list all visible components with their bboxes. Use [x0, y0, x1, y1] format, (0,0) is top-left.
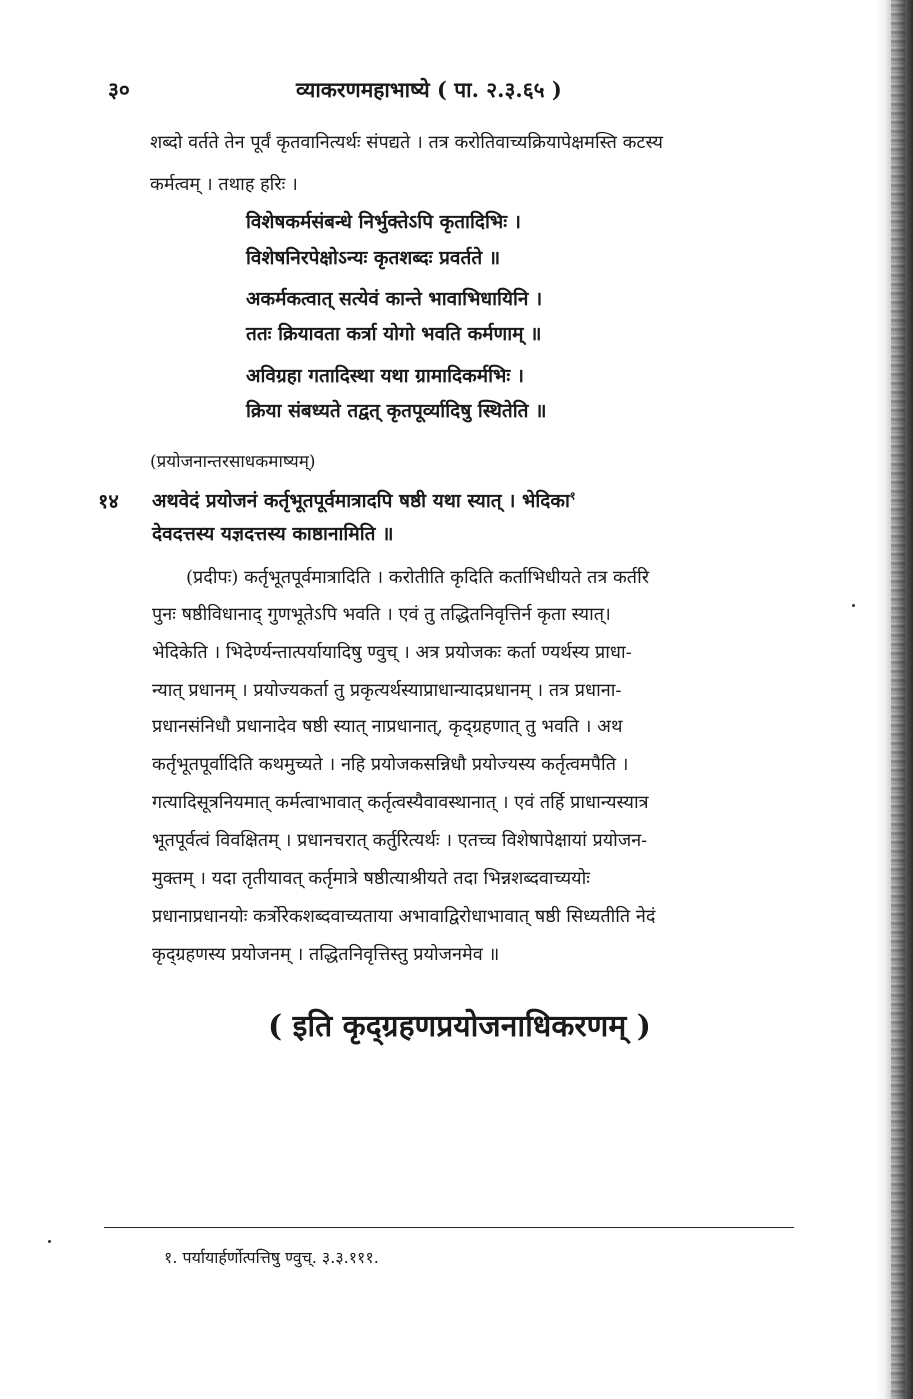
pradipa-line: प्रधानसंनिधौ प्रधानादेव षष्ठी स्यात् नाप्रधानात्, कृद्ग्रहणात् तु भवति । अथ [152, 716, 623, 737]
verse-line: अविग्रहा गतादिस्था यथा ग्रामादिकर्मभिः । [246, 365, 525, 387]
verse-line: अकर्मकत्वात् सत्येवं कान्ते भावाभिधायिनि । [246, 288, 543, 310]
pradipa-line: कृद्ग्रहणस्य प्रयोजनम् । तद्धितनिवृत्तिस्तु प्रयोजनमेव ॥ [152, 944, 500, 965]
scan-speck [48, 1240, 51, 1243]
binding-edge-texture [891, 0, 905, 1399]
intro-line: शब्दो वर्तते तेन पूर्वं कृतवानित्यर्थः संपद्यते । तत्र करोतिवाच्यक्रियापेक्षमस्ति कटस्य [150, 132, 663, 153]
pradipa-line: न्यात् प्रधानम् । प्रयोज्यकर्ता तु प्रकृत्यर्थस्याप्राधान्यादप्रधानम् । तत्र प्रधाना- [152, 680, 622, 701]
section-closing: ( इति कृद्ग्रहणप्रयोजनाधिकरणम् ) [268, 1009, 651, 1044]
bhashya-line: देवदत्तस्य यज्ञदत्तस्य काष्ठानामिति ॥ [152, 523, 394, 545]
bhashya-text: अथवेदं प्रयोजनं कर्तृभूतपूर्वमात्रादपि षष्ठी यथा स्यात् । भेदिका [152, 490, 570, 512]
pradipa-line: भेदिकेति । भिदेर्ण्यन्तात्पर्यायादिषु ण्वुच् । अत्र प्रयोजकः कर्ता ण्यर्थस्य प्राधा- [152, 642, 632, 663]
section-subheading: (प्रयोजनान्तरसाधकमाष्यम्) [150, 452, 316, 472]
page-header [108, 76, 808, 110]
pradipa-line: पुनः षष्ठीविधानाद् गुणभूतेऽपि भवति । एवं तु तद्धितनिवृत्तिर्न कृता स्यात्। [152, 604, 611, 625]
intro-line: कर्मत्वम् । तथाह हरिः । [150, 174, 298, 195]
verse-line: ततः क्रियावता कर्त्रा योगो भवति कर्मणाम् ॥ [246, 323, 542, 345]
pradipa-line: (प्रदीपः) कर्तृभूतपूर्वमात्रादिति । करोतीति कृदिति कर्ताभिधीयते तत्र कर्तरि [186, 567, 650, 588]
footnote-divider [104, 1227, 794, 1228]
pradipa-line: कर्तृभूतपूर्वादिति कथमुच्यते । नहि प्रयोजकसन्निधौ प्रयोज्यस्य कर्तृत्वमपैति । [152, 754, 629, 775]
bhashya-line [152, 487, 576, 513]
running-title: व्याकरणमहाभाष्ये ( पा. २.३.६५ ) [296, 77, 562, 102]
footnote-marker: १ [569, 489, 576, 503]
pradipa-line: प्रधानाप्रधानयोः कर्त्रोरेकशब्दवाच्यताया अभावाद्विरोधाभावात् षष्ठी सिध्यतीति नेदं [152, 906, 656, 927]
pradipa-line: मुक्तम् । यदा तृतीयावत् कर्तृमात्रे षष्ठीत्याश्रीयते तदा भिन्नशब्दवाच्ययोः [152, 868, 590, 889]
scan-speck [852, 604, 855, 607]
verse-line: विशेषकर्मसंबन्धे निर्भुक्तेऽपि कृतादिभिः । [246, 211, 521, 233]
footnote: १. पर्यायार्हर्णोत्पत्तिषु ण्वुच्. ३.३.१११. [164, 1248, 379, 1267]
verse-line: विशेषनिरपेक्षोऽन्यः कृतशब्दः प्रवर्तते ॥ [246, 247, 501, 269]
bhashya-number: १४ [98, 489, 119, 513]
pradipa-line: गत्यादिसूत्रनियमात् कर्मत्वाभावात् कर्तृत्वस्यैवावस्थानात् । एवं तर्हि प्राधान्यस्यात्र [152, 792, 649, 813]
verse-line: क्रिया संबध्यते तद्वत् कृतपूर्व्यादिषु स्थितेति ॥ [246, 400, 547, 422]
page-number: ३० [108, 77, 130, 102]
pradipa-line: भूतपूर्वत्वं विवक्षितम् । प्रधानचरात् कर्तुरित्यर्थः । एतच्च विशेषापेक्षायां प्रयोजन- [152, 830, 648, 851]
